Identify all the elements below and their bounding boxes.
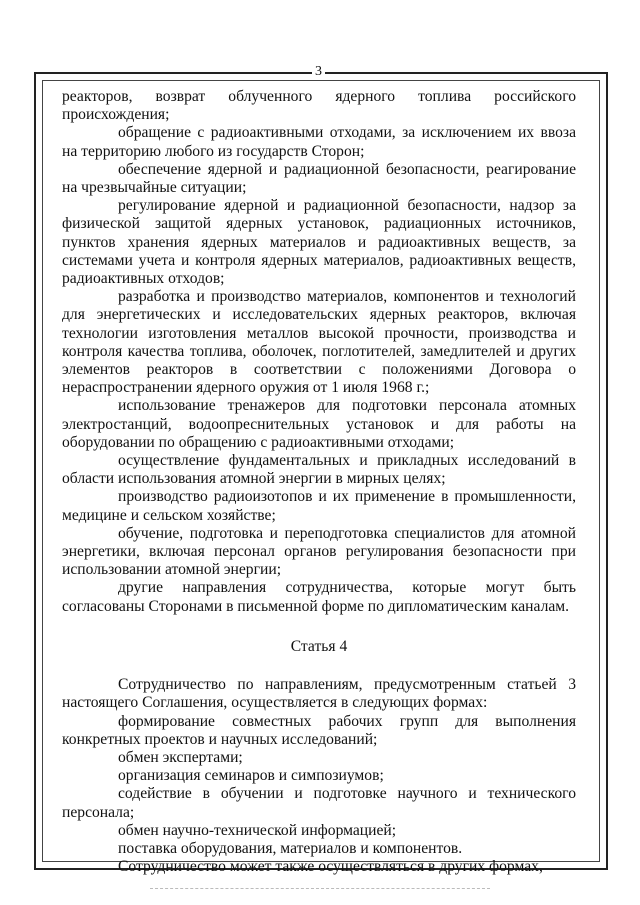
paragraph: поставка оборудования, материалов и компонентов. bbox=[118, 839, 463, 857]
paragraph: обмен научно-технической информацией; bbox=[118, 821, 397, 839]
paragraph: формирование совместных рабочих групп для выполнения конкретных проектов и научных исследований; bbox=[62, 712, 576, 748]
paragraph: обеспечение ядерной и радиационной безопасности, реагирование на чрезвычайные ситуации; bbox=[62, 160, 576, 197]
paragraph: организация семинаров и симпозиумов; bbox=[118, 767, 384, 785]
document-body bbox=[62, 88, 576, 876]
paragraph: обмен экспертами; bbox=[118, 748, 243, 766]
paragraph: использование тренажеров для подготовки персонала атомных электростанций, водоопреснительных установок и для работы на оборудовании по обращению с радиоактивными отходами; bbox=[62, 397, 576, 451]
article-heading: Статья 4 bbox=[290, 637, 348, 655]
paragraph: обращение с радиоактивными отходами, за исключением их ввоза на территорию любого из государств Сторон; bbox=[62, 124, 576, 160]
paragraph: производство радиоизотопов и их применение в промышленности, медицине и сельском хозяйстве; bbox=[62, 488, 576, 524]
paragraph: другие направления сотрудничества, которые могут быть согласованы Сторонами в письменной форме по дипломатическим каналам. bbox=[62, 579, 576, 615]
paragraph: реакторов, возврат облученного ядерного топлива российского происхождения; bbox=[62, 88, 576, 124]
paragraph: обучение, подготовка и переподготовка специалистов для атомной энергетики, включая персонал органов регулирования безопасности при использовании атомной энергии; bbox=[62, 524, 576, 579]
paragraph: содействие в обучении и подготовке научного и технического персонала; bbox=[62, 785, 576, 821]
scan-artifact-line bbox=[150, 888, 490, 890]
paragraph: осуществление фундаментальных и прикладных исследований в области использования атомной энергии в мирных целях; bbox=[62, 452, 576, 488]
page-number: 3 bbox=[312, 64, 325, 80]
paragraph: Сотрудничество может также осуществляться в других формах, bbox=[118, 858, 543, 876]
paragraph: разработка и производство материалов, компонентов и технологий для энергетических и исследовательских ядерных реакторов, включая технологии изготовления металлов высокой прочности, производства и контроля качества топлива, оболочек, поглотителей, замедлителей и других элементов реакторов в соответствии с положениями Договора о нераспространении ядерного оружия от 1 июля 1968 г.; bbox=[62, 288, 576, 397]
paragraph: Сотрудничество по направлениям, предусмотренным статьей 3 настоящего Соглашения, осуществляется в следующих формах: bbox=[62, 676, 576, 712]
paragraph: регулирование ядерной и радиационной безопасности, надзор за физической защитой ядерных установок, радиационных источников, пунктов хранения ядерных материалов и радиоактивных веществ, за системами учета и контроля ядерных материалов, радиоактивных веществ, радиоактивных отходов; bbox=[62, 197, 576, 288]
